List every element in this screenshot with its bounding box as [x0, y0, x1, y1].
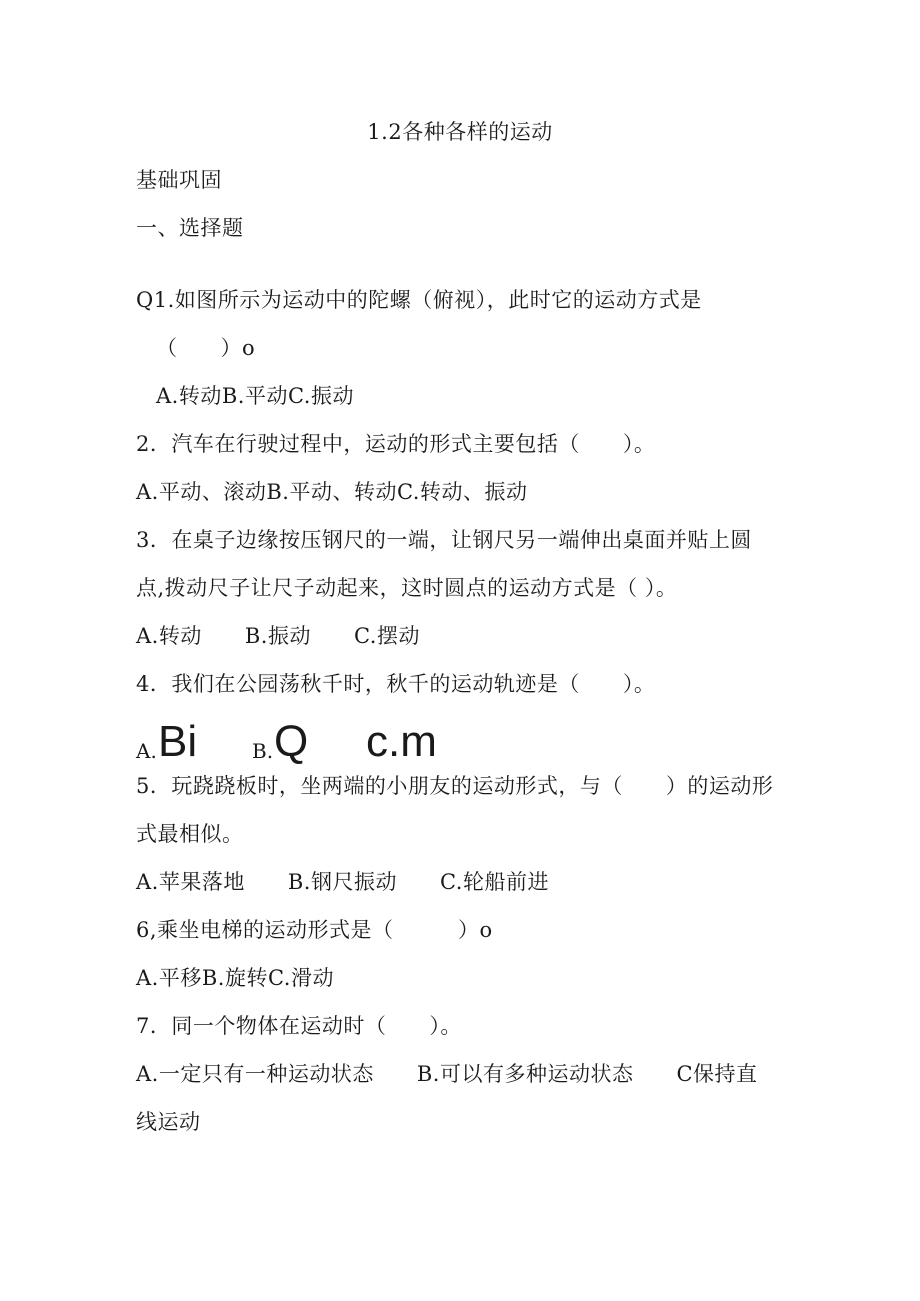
- question-4-option-b-prefix: B.: [252, 739, 274, 763]
- question-6-options: A.平移B.旋转C.滑动: [136, 966, 334, 990]
- question-5-stem-line2: 式最相似。: [136, 822, 244, 846]
- question-2-stem: 2．汽车在行驶过程中，运动的形式主要包括（ ）。: [136, 432, 656, 456]
- question-3-stem-line2: 点,拨动尺子让尺子动起来，这时圆点的运动方式是（ ）。: [136, 576, 678, 600]
- question-1-options: A.转动B.平动C.振动: [156, 384, 354, 408]
- question-4-option-a: Bi: [158, 717, 198, 766]
- question-1-stem-line2: （ ）o: [156, 336, 256, 360]
- question-7-options-line1: A.一定只有一种运动状态 B.可以有多种运动状态 C保持直: [136, 1062, 758, 1086]
- section-heading: 基础巩固: [136, 168, 222, 192]
- question-4-option-a-prefix: A.: [136, 739, 157, 763]
- question-6-stem: 6,乘坐电梯的运动形式是（ ）o: [136, 918, 493, 942]
- question-3-options: A.转动 B.振动 C.摆动: [136, 624, 420, 648]
- question-7-options-line2: 线运动: [136, 1110, 201, 1134]
- page-title: 1.2各种各样的运动: [367, 120, 553, 144]
- question-4-option-c: c.m: [366, 717, 437, 766]
- question-1-stem-line1: Q1.如图所示为运动中的陀螺（俯视），此时它的运动方式是: [136, 288, 702, 312]
- question-4-option-b: Q: [274, 717, 309, 766]
- question-5-options: A.苹果落地 B.钢尺振动 C.轮船前进: [136, 870, 549, 894]
- part-heading: 一、选择题: [136, 216, 244, 240]
- question-2-options: A.平动、滚动B.平动、转动C.转动、振动: [136, 480, 528, 504]
- question-4-stem: 4．我们在公园荡秋千时，秋千的运动轨迹是（ ）。: [136, 672, 656, 696]
- question-7-stem: 7．同一个物体在运动时（ ）。: [136, 1014, 462, 1038]
- question-3-stem-line1: 3．在桌子边缘按压钢尺的一端，让钢尺另一端伸出桌面并贴上圆: [136, 528, 752, 552]
- question-5-stem-line1: 5．玩跷跷板时，坐两端的小朋友的运动形式，与（ ）的运动形: [136, 774, 774, 798]
